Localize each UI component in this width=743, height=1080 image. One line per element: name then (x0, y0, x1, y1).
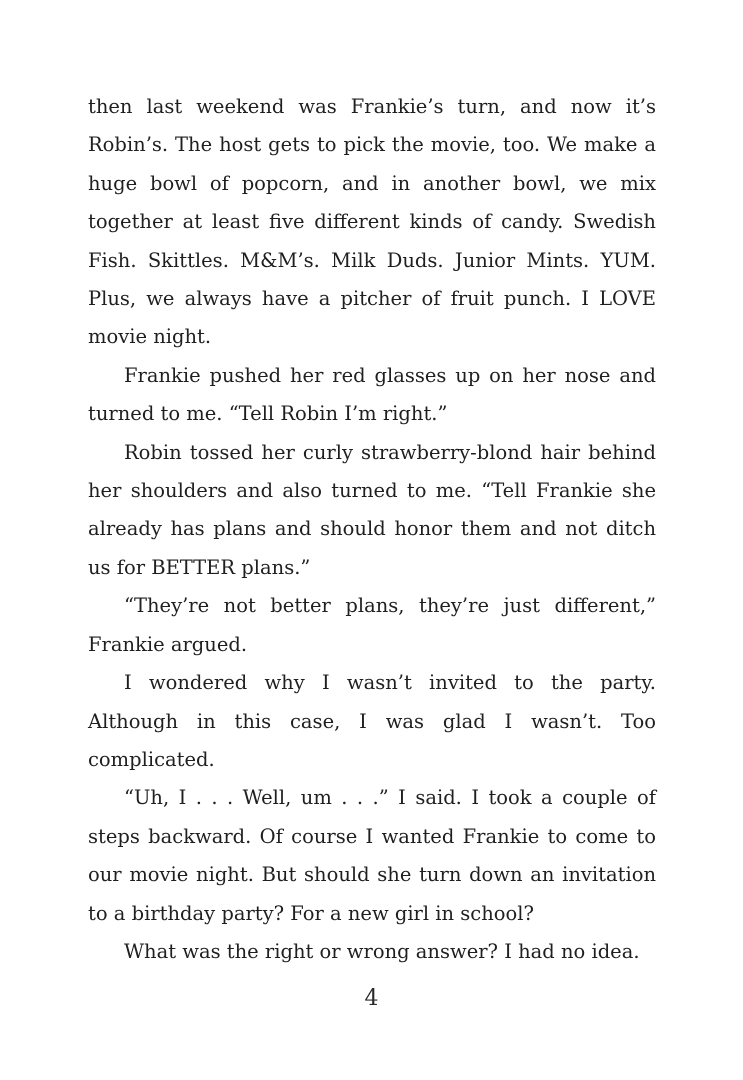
body-text (88, 88, 656, 971)
paragraph-6: “Uh, I . . . Well, um . . .” I said. I took a couple of steps backward. Of course I wanted Frankie to come to our movie night. But should she turn down an invitation to a birthday party? For a new girl in school? (88, 786, 656, 925)
paragraph-5: I wondered why I wasn’t invited to the party. Although in this case, I was glad I wasn’t. Too complicated. (88, 671, 656, 771)
paragraph-3: Robin tossed her curly strawberry-blond hair behind her shoulders and also turned to me. “Tell Frankie she already has plans and should honor them and not ditch us for BETTER plans.” (88, 440, 656, 579)
page-number: 4 (364, 986, 379, 1011)
paragraph-7: What was the right or wrong answer? I had no idea. (124, 939, 640, 963)
paragraph-2: Frankie pushed her red glasses up on her nose and turned to me. “Tell Robin I’m right.” (88, 363, 656, 426)
paragraph-1: then last weekend was Frankie’s turn, and now it’s Robin’s. The host gets to pick the movie, too. We make a huge bowl of popcorn, and in another bowl, we mix together at least five different kinds of candy. Swedish Fish. Skittles. M&M’s. Milk Duds. Junior Mints. YUM. Plus, we always have a pitcher of fruit punch. I LOVE movie night. (88, 95, 656, 349)
paragraph-4: “They’re not better plans, they’re just different,” Frankie argued. (88, 594, 656, 656)
